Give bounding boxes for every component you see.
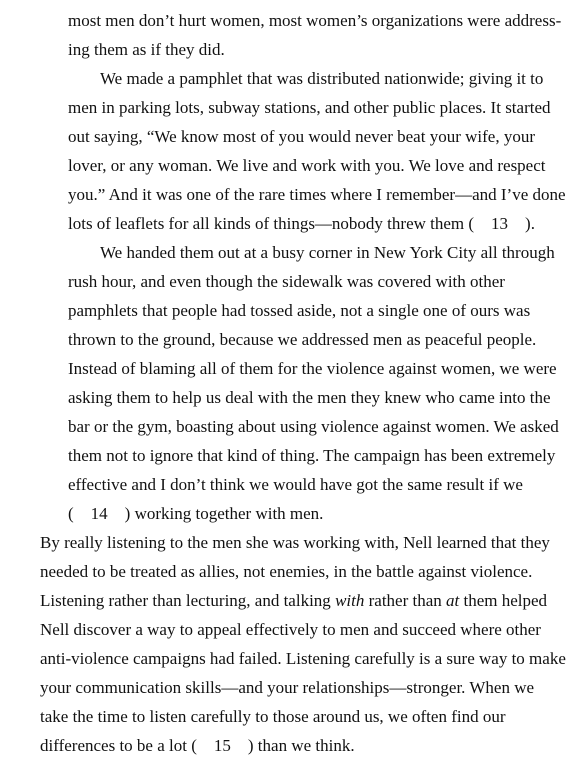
text: . [530,214,535,233]
conclusion-line [40,644,580,673]
blank-14[interactable]: ( 14 ) [68,504,131,523]
quote-line [68,354,578,383]
text: rather than [368,591,442,610]
text: them helped [463,591,548,610]
quote-line [68,180,578,209]
quote-line [68,151,578,180]
text: asking them to help us deal with the men they knew who came into the [68,388,551,407]
text: thrown to the ground, because we addressed men as peaceful people. [68,330,537,349]
conclusion-line [40,557,580,586]
text: men in parking lots, subway stations, and other public places. It started [68,98,551,117]
quote-line [68,35,578,64]
text: differences to be a lot [40,736,187,755]
quote-line [68,296,578,325]
text: Nell discover a way to appeal effectively to men and succeed where other [40,620,541,639]
conclusion-line [40,673,580,702]
text: out saying, “We know most of you would never beat your wife, your [68,127,535,146]
text: your communication skills—and your relationships—stronger. When we [40,678,535,697]
text: effective and I don’t think we would have got the same result if we [68,475,523,494]
blank-13[interactable]: ( 13 ) [468,214,531,233]
text: We made a pamphlet that was distributed nationwide; giving it to [100,69,544,88]
conclusion-line [40,702,580,731]
text: rush hour, and even though the sidewalk was covered with other [68,272,505,291]
quote-line [68,209,578,238]
quote-line [68,441,578,470]
text: ing them as if they did. [68,40,225,59]
quote-line [68,325,578,354]
emphasis-with: with [335,591,365,610]
text: lover, or any woman. We live and work with you. We love and respect [68,156,546,175]
text: pamphlets that people had tossed aside, not a single one of ours was [68,301,531,320]
text: By really listening to the men she was working with, Nell learned that they [40,533,550,552]
text: than we think. [257,736,355,755]
text: you.” And it was one of the rare times where I remember—and I’ve done [68,185,566,204]
text: working together with men. [134,504,324,523]
quote-line [68,267,578,296]
quote-line [100,64,578,93]
text: needed to be treated as allies, not enemies, in the battle against violence. [40,562,533,581]
quote-line [68,499,578,528]
quote-line [68,383,578,412]
quote-line [68,122,578,151]
quote-line [68,412,578,441]
text: Listening rather than lecturing, and talking [40,591,331,610]
blank-15[interactable]: ( 15 ) [191,736,254,755]
conclusion-line [40,528,580,557]
quote-line [100,238,578,267]
text: bar or the gym, boasting about using violence against women. We asked [68,417,559,436]
text: them not to ignore that kind of thing. The campaign has been extremely [68,446,556,465]
text: take the time to listen carefully to those around us, we often find our [40,707,506,726]
conclusion-line [40,615,580,644]
quote-line [68,93,578,122]
text: most men don’t hurt women, most women’s organizations were address- [68,11,562,30]
emphasis-at: at [446,591,460,610]
text: anti-violence campaigns had failed. Listening carefully is a sure way to make [40,649,566,668]
conclusion-line [40,586,580,615]
text: We handed them out at a busy corner in New York City all through [100,243,555,262]
text: lots of leaflets for all kinds of things—nobody threw them [68,214,465,233]
conclusion-line [40,731,580,760]
quote-line [68,470,578,499]
quote-line [68,6,578,35]
text: Instead of blaming all of them for the violence against women, we were [68,359,557,378]
